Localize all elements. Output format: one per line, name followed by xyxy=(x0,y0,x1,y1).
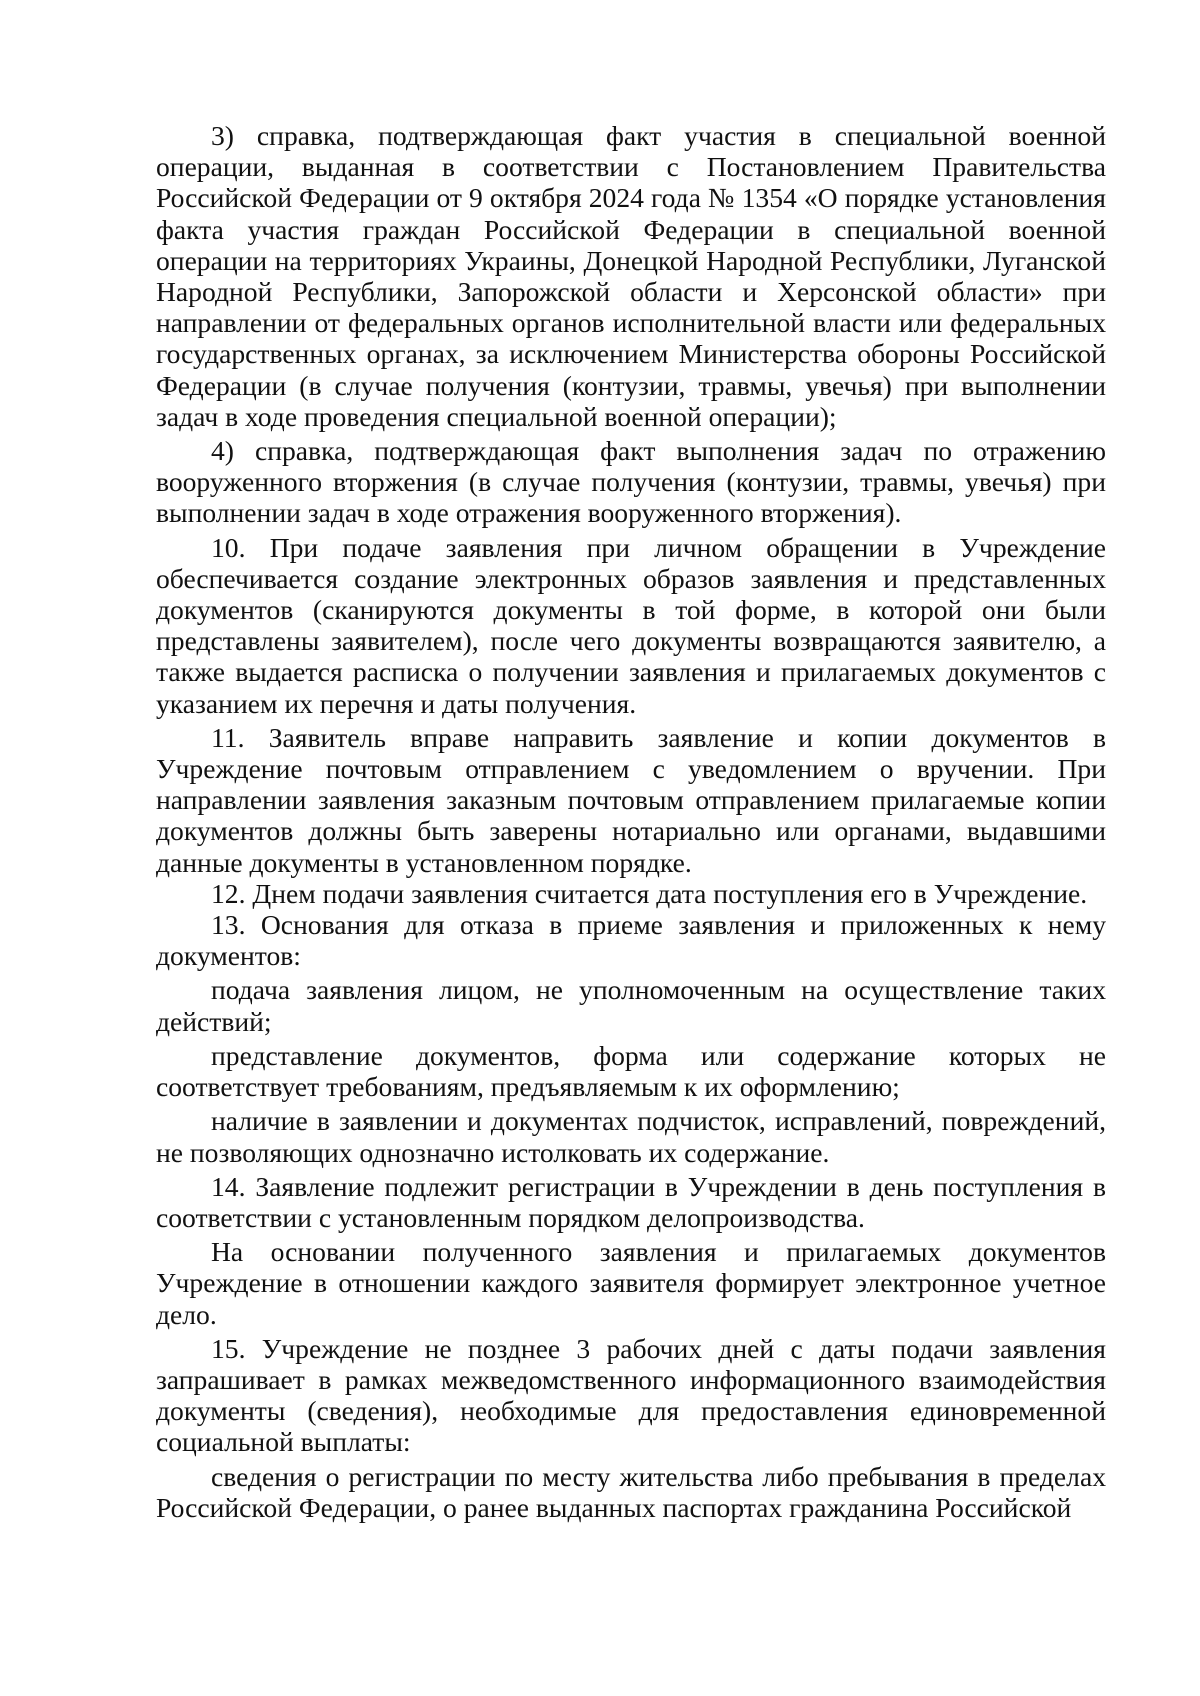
paragraph-item-4: 4) справка, подтверждающая факт выполнения задач по отражению вооруженного вторжения (в случае получения (контузии, травмы, увечья) при выполнении задач в ходе отражения вооруженного вторжения). xyxy=(156,435,1106,529)
paragraph-13-reason-2: представление документов, форма или содержание которых не соответствует требованиям, предъявляемым к их оформлению; xyxy=(156,1039,1106,1103)
paragraph-12: 12. Днем подачи заявления считается дата поступления его в Учреждение. xyxy=(211,877,1088,909)
paragraph-15-item-1: сведения о регистрации по месту жительства либо пребывания в пределах Российской Федерации, о ранее выданных паспортах гражданина Российской xyxy=(156,1460,1106,1523)
paragraph-11: 11. Заявитель вправе направить заявление и копии документов в Учреждение почтовым отправлением с уведомлением о вручении. При направлении заявления заказным почтовым отправлением прилагаемые копии документов должны быть заверены нотариально или органами, выдавшими данные документы в установленном порядке. xyxy=(156,721,1106,878)
paragraph-13: 13. Основания для отказа в приеме заявления и приложенных к нему документов: xyxy=(156,909,1106,972)
paragraph-10: 10. При подаче заявления при личном обращении в Учреждение обеспечивается создание электронных образов заявления и представленных документов (сканируются документы в той форме, в которой они были представлены заявителем), после чего документы возвращаются заявителю, а также выдается расписка о получении заявления и прилагаемых документов с указанием их перечня и даты получения. xyxy=(156,531,1106,719)
paragraph-13-reason-1: подача заявления лицом, не уполномоченным на осуществление таких действий; xyxy=(156,974,1106,1037)
paragraph-14: 14. Заявление подлежит регистрации в Учреждении в день поступления в соответствии с установленным порядком делопроизводства. xyxy=(156,1170,1106,1233)
paragraph-item-3: 3) справка, подтверждающая факт участия в специальной военной операции, выданная в соответствии с Постановлением Правительства Российской Федерации от 9 октября 2024 года № 1354 «О порядке установления факта участия граждан Российской Федерации в специальной военной операции на территориях Украины, Донецкой Народной Республики, Луганской Народной Республики, Запорожской области и Херсонской области» при направлении от федеральных органов исполнительной власти или федеральных государственных органах, за исключением Министерства обороны Российской Федерации (в случае получения (контузии, травмы, увечья) при выполнении задач в ходе проведения специальной военной операции); xyxy=(156,120,1106,432)
paragraph-14-continued: На основании полученного заявления и прилагаемых документов Учреждение в отношении каждого заявителя формирует электронное учетное дело. xyxy=(156,1236,1106,1330)
paragraph-15: 15. Учреждение не позднее 3 рабочих дней с даты подачи заявления запрашивает в рамках межведомственного информационного взаимодействия документы (сведения), необходимые для предоставления единовременной социальной выплаты: xyxy=(156,1332,1106,1458)
document-page xyxy=(156,120,1106,1523)
paragraph-13-reason-3: наличие в заявлении и документах подчисток, исправлений, повреждений, не позволяющих однозначно истолковать их содержание. xyxy=(156,1105,1106,1168)
